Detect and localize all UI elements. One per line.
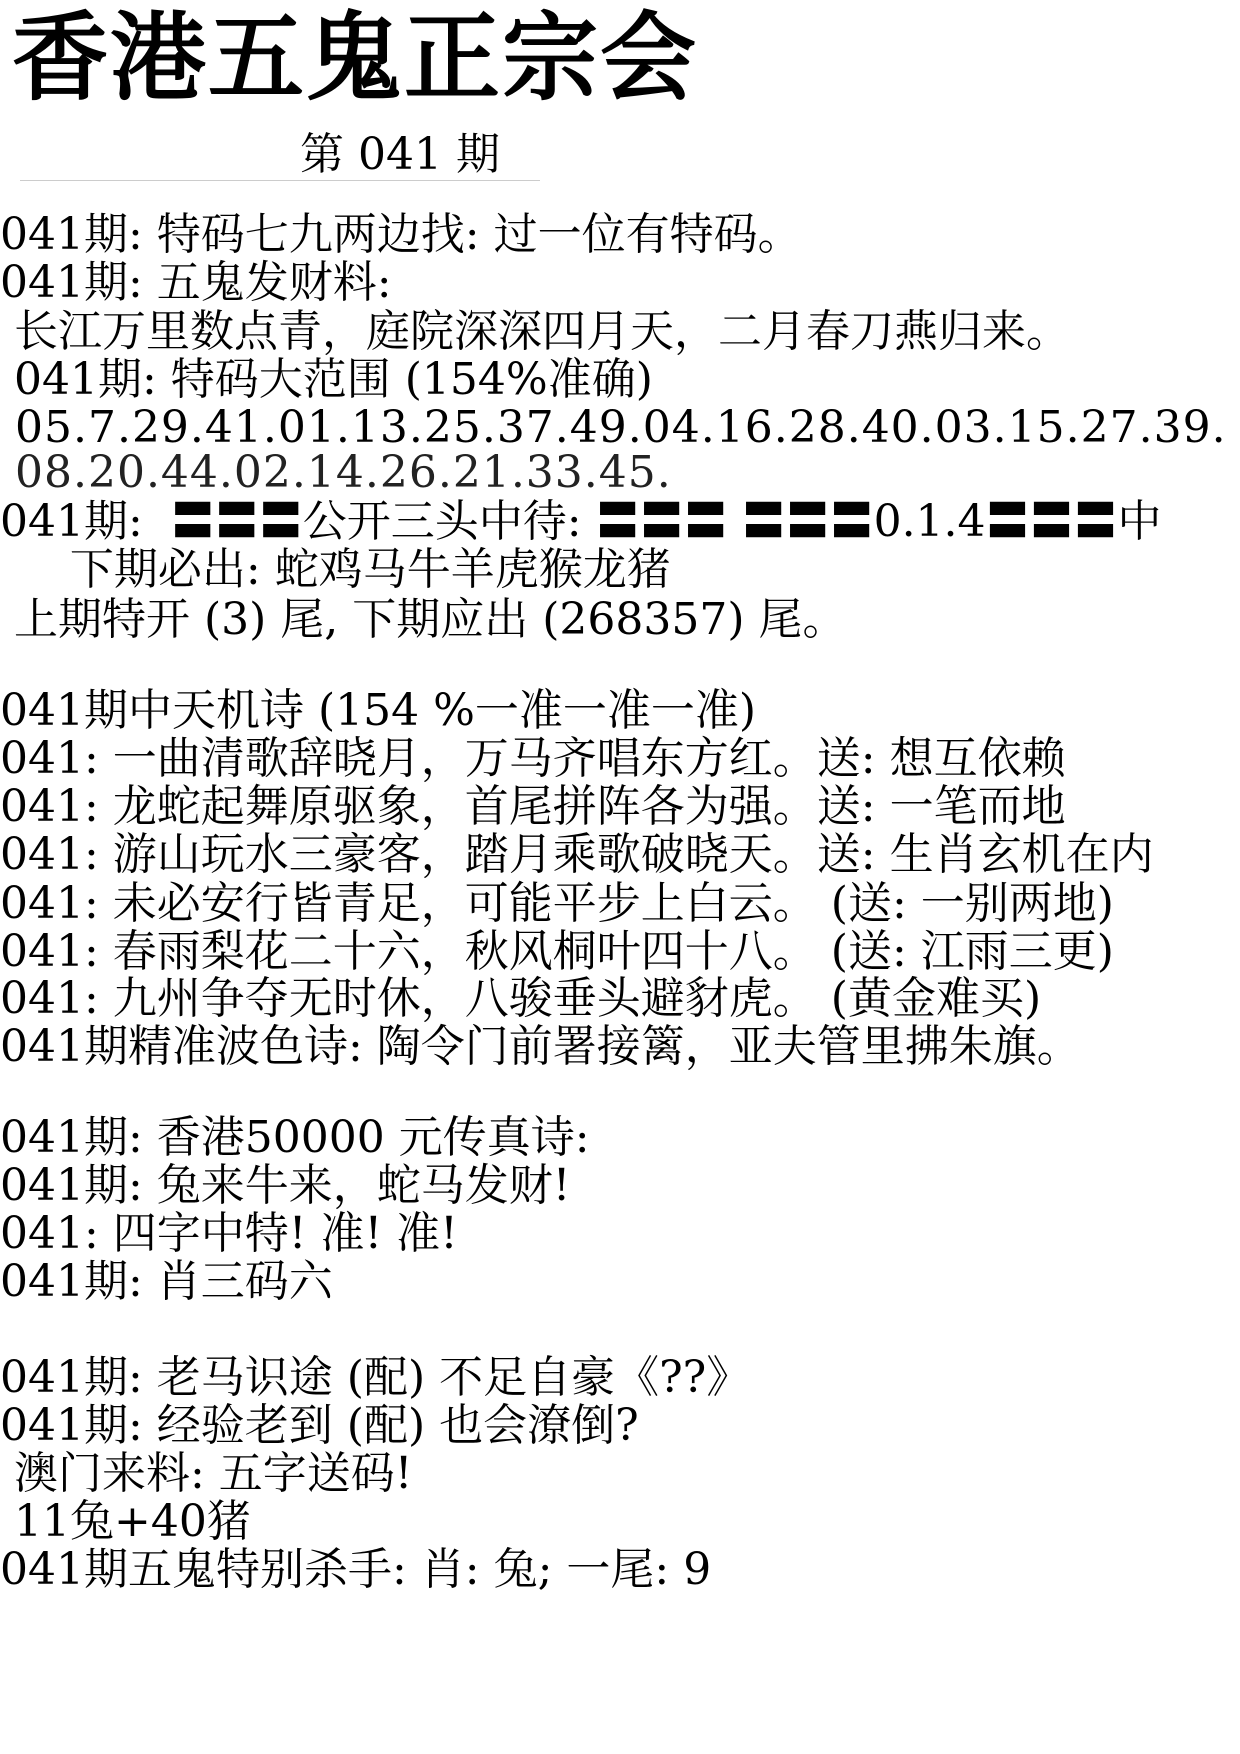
poem-line: 041: 未必安行皆青足，可能平步上白云。 (送: 一别两地)	[0, 878, 1114, 929]
text-line: 上期特开 (3) 尾, 下期应出 (268357) 尾。	[0, 594, 847, 645]
text-line: 下期必出: 蛇鸡马牛羊虎猴龙猪	[0, 544, 671, 595]
issue-number: 第 041 期	[300, 129, 500, 180]
text-line: 041: 四字中特! 准! 准!	[0, 1208, 458, 1259]
text-line: 041期: 兔来牛来，蛇马发财!	[0, 1160, 571, 1211]
scan-artifact-line	[20, 180, 540, 181]
text-line: 11兔+40猪	[0, 1496, 251, 1547]
text-line: 041期: 肖三码六	[0, 1256, 333, 1307]
text-line: 041期: 五鬼发财料:	[0, 257, 392, 308]
text-line: 041期: 特码大范围 (154%准确)	[0, 354, 653, 405]
number-list-line: 08.20.44.02.14.26.21.33.45.	[0, 447, 672, 498]
text-line: 041期: 香港50000 元传真诗:	[0, 1112, 590, 1163]
text-line: 澳门来料: 五字送码!	[0, 1448, 413, 1499]
text-line: 041期: 特码七九两边找: 过一位有特码。	[0, 209, 802, 260]
poem-line: 041: 春雨梨花二十六，秋风桐叶四十八。 (送: 江雨三更)	[0, 926, 1114, 977]
poem-line: 041: 游山玩水三豪客，踏月乘歌破晓天。送: 生肖玄机在内	[0, 829, 1154, 880]
text-line: 041期: 老马识途 (配) 不足自豪《??》	[0, 1352, 751, 1403]
text-line: 041期精准波色诗: 陶令门前署接篱，亚夫管里拂朱旗。	[0, 1021, 1081, 1072]
text-line: 041期: 〓〓〓公开三头中待: 〓〓〓 〓〓〓0.1.4〓〓〓中	[0, 496, 1162, 547]
text-line: 041期中天机诗 (154 %一准一准一准)	[0, 685, 757, 736]
text-line: 041期五鬼特别杀手: 肖: 兔; 一尾: 9	[0, 1544, 712, 1595]
document-title: 香港五鬼正宗会	[12, 2, 698, 114]
poem-line: 041: 一曲清歌辞晓月，万马齐唱东方红。送: 想互依赖	[0, 733, 1066, 784]
poem-line: 041: 九州争夺无时休，八骏垂头避豺虎。 (黄金难买)	[0, 973, 1042, 1024]
text-line: 041期: 经验老到 (配) 也会潦倒?	[0, 1400, 639, 1451]
number-list-line: 05.7.29.41.01.13.25.37.49.04.16.28.40.03.15.27.39.	[0, 402, 1227, 453]
text-line: 长江万里数点青，庭院深深四月天，二月春刀燕归来。	[0, 306, 1070, 357]
poem-line: 041: 龙蛇起舞原驱象，首尾拼阵各为强。送: 一笔而地	[0, 781, 1066, 832]
